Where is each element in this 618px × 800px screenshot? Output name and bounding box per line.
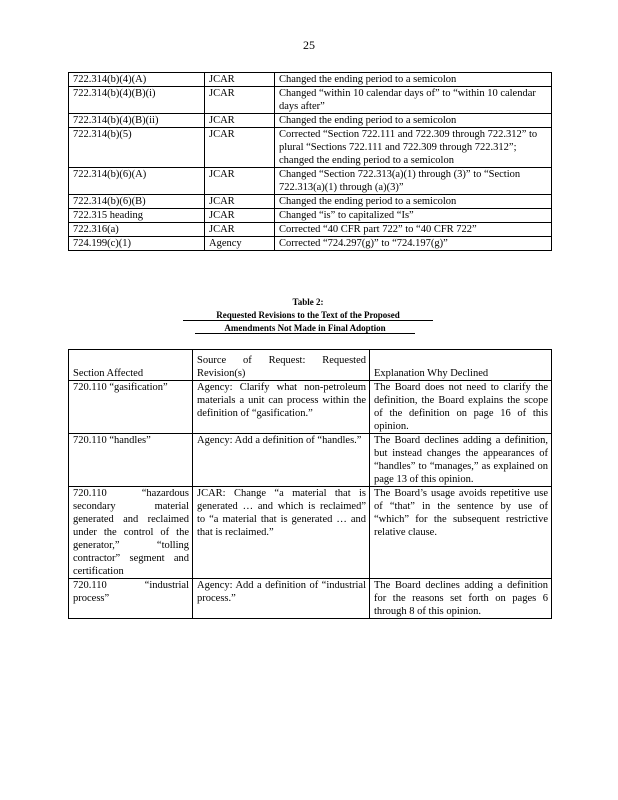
revision-cell: Changed “Section 722.313(a)(1) through (3)” to “Section 722.313(a)(1) through (a)(3)” [275, 168, 552, 195]
source-cell: JCAR [205, 209, 275, 223]
section-cell: 720.110 “industrial process” [69, 579, 193, 619]
revision-cell: Changed the ending period to a semicolon [275, 114, 552, 128]
source-cell: JCAR [205, 223, 275, 237]
table-row [69, 487, 552, 579]
revision-cell: Corrected “724.297(g)” to “724.197(g)” [275, 237, 552, 251]
section-cell: 722.315 heading [69, 209, 205, 223]
revisions-made-table [68, 72, 552, 251]
table2-caption-label: Table 2: [292, 297, 324, 307]
explanation-cell: The Board declines adding a definition, but instead changes the appearances of “handles” to “manages,” as explained on page 13 of this opinion. [370, 434, 552, 487]
section-cell: 722.314(b)(4)(A) [69, 73, 205, 87]
table-header-row [69, 350, 552, 381]
source-cell: JCAR [205, 73, 275, 87]
section-cell: 722.314(b)(6)(A) [69, 168, 205, 195]
source-cell: Agency: Add a definition of “handles.” [193, 434, 370, 487]
table-row [69, 195, 552, 209]
section-cell: 724.199(c)(1) [69, 237, 205, 251]
source-cell: JCAR: Change “a material that is generated … and which is reclaimed” to “a material that is generated … and that is reclaimed.” [193, 487, 370, 579]
table-row [69, 579, 552, 619]
revisions-declined-table [68, 349, 552, 619]
header-explanation: Explanation Why Declined [370, 350, 552, 381]
table-row [69, 87, 552, 114]
revision-cell: Changed “is” to capitalized “Is” [275, 209, 552, 223]
source-cell: Agency: Clarify what non-petroleum materials a unit can process within the definition of “gasification.” [193, 381, 370, 434]
source-cell: JCAR [205, 195, 275, 209]
source-cell: JCAR [205, 87, 275, 114]
section-cell: 720.110 “gasification” [69, 381, 193, 434]
header-source: Source of Request: Requested Revision(s) [193, 350, 370, 381]
header-section: Section Affected [69, 350, 193, 381]
source-cell: JCAR [205, 168, 275, 195]
table-row [69, 168, 552, 195]
source-cell: Agency [205, 237, 275, 251]
revision-cell: Corrected “Section 722.111 and 722.309 through 722.312” to plural “Sections 722.111 and 722.309 through 722.312”; changed the ending period to a semicolon [275, 128, 552, 168]
table-row [69, 237, 552, 251]
source-cell: Agency: Add a definition of “industrial process.” [193, 579, 370, 619]
table2-caption-title: Requested Revisions to the Text of the Proposed [183, 310, 433, 321]
revision-cell: Corrected “40 CFR part 722” to “40 CFR 722” [275, 223, 552, 237]
revision-cell: Changed “within 10 calendar days of” to “within 10 calendar days after” [275, 87, 552, 114]
table-row [69, 223, 552, 237]
table-row [69, 434, 552, 487]
explanation-cell: The Board’s usage avoids repetitive use of “that” in the sentence by use of “which” for the subsequent restrictive relative clause. [370, 487, 552, 579]
page-number: 25 [303, 38, 315, 52]
source-cell: JCAR [205, 128, 275, 168]
section-cell: 722.314(b)(5) [69, 128, 205, 168]
section-cell: 720.110 “hazardous secondary material generated and reclaimed under the control of the generator,” “tolling contractor” segment and certification [69, 487, 193, 579]
section-cell: 720.110 “handles” [69, 434, 193, 487]
table-row [69, 381, 552, 434]
revision-cell: Changed the ending period to a semicolon [275, 73, 552, 87]
revision-cell: Changed the ending period to a semicolon [275, 195, 552, 209]
table-row [69, 209, 552, 223]
explanation-cell: The Board does not need to clarify the definition, the Board explains the scope of the definition on page 16 of this opinion. [370, 381, 552, 434]
explanation-cell: The Board declines adding a definition for the reasons set forth on pages 6 through 8 of this opinion. [370, 579, 552, 619]
section-cell: 722.314(b)(4)(B)(ii) [69, 114, 205, 128]
section-cell: 722.314(b)(4)(B)(i) [69, 87, 205, 114]
source-cell: JCAR [205, 114, 275, 128]
table-row [69, 114, 552, 128]
table-row [69, 73, 552, 87]
section-cell: 722.314(b)(6)(B) [69, 195, 205, 209]
table-row [69, 128, 552, 168]
section-cell: 722.316(a) [69, 223, 205, 237]
table2-caption-subtitle: Amendments Not Made in Final Adoption [195, 323, 415, 334]
